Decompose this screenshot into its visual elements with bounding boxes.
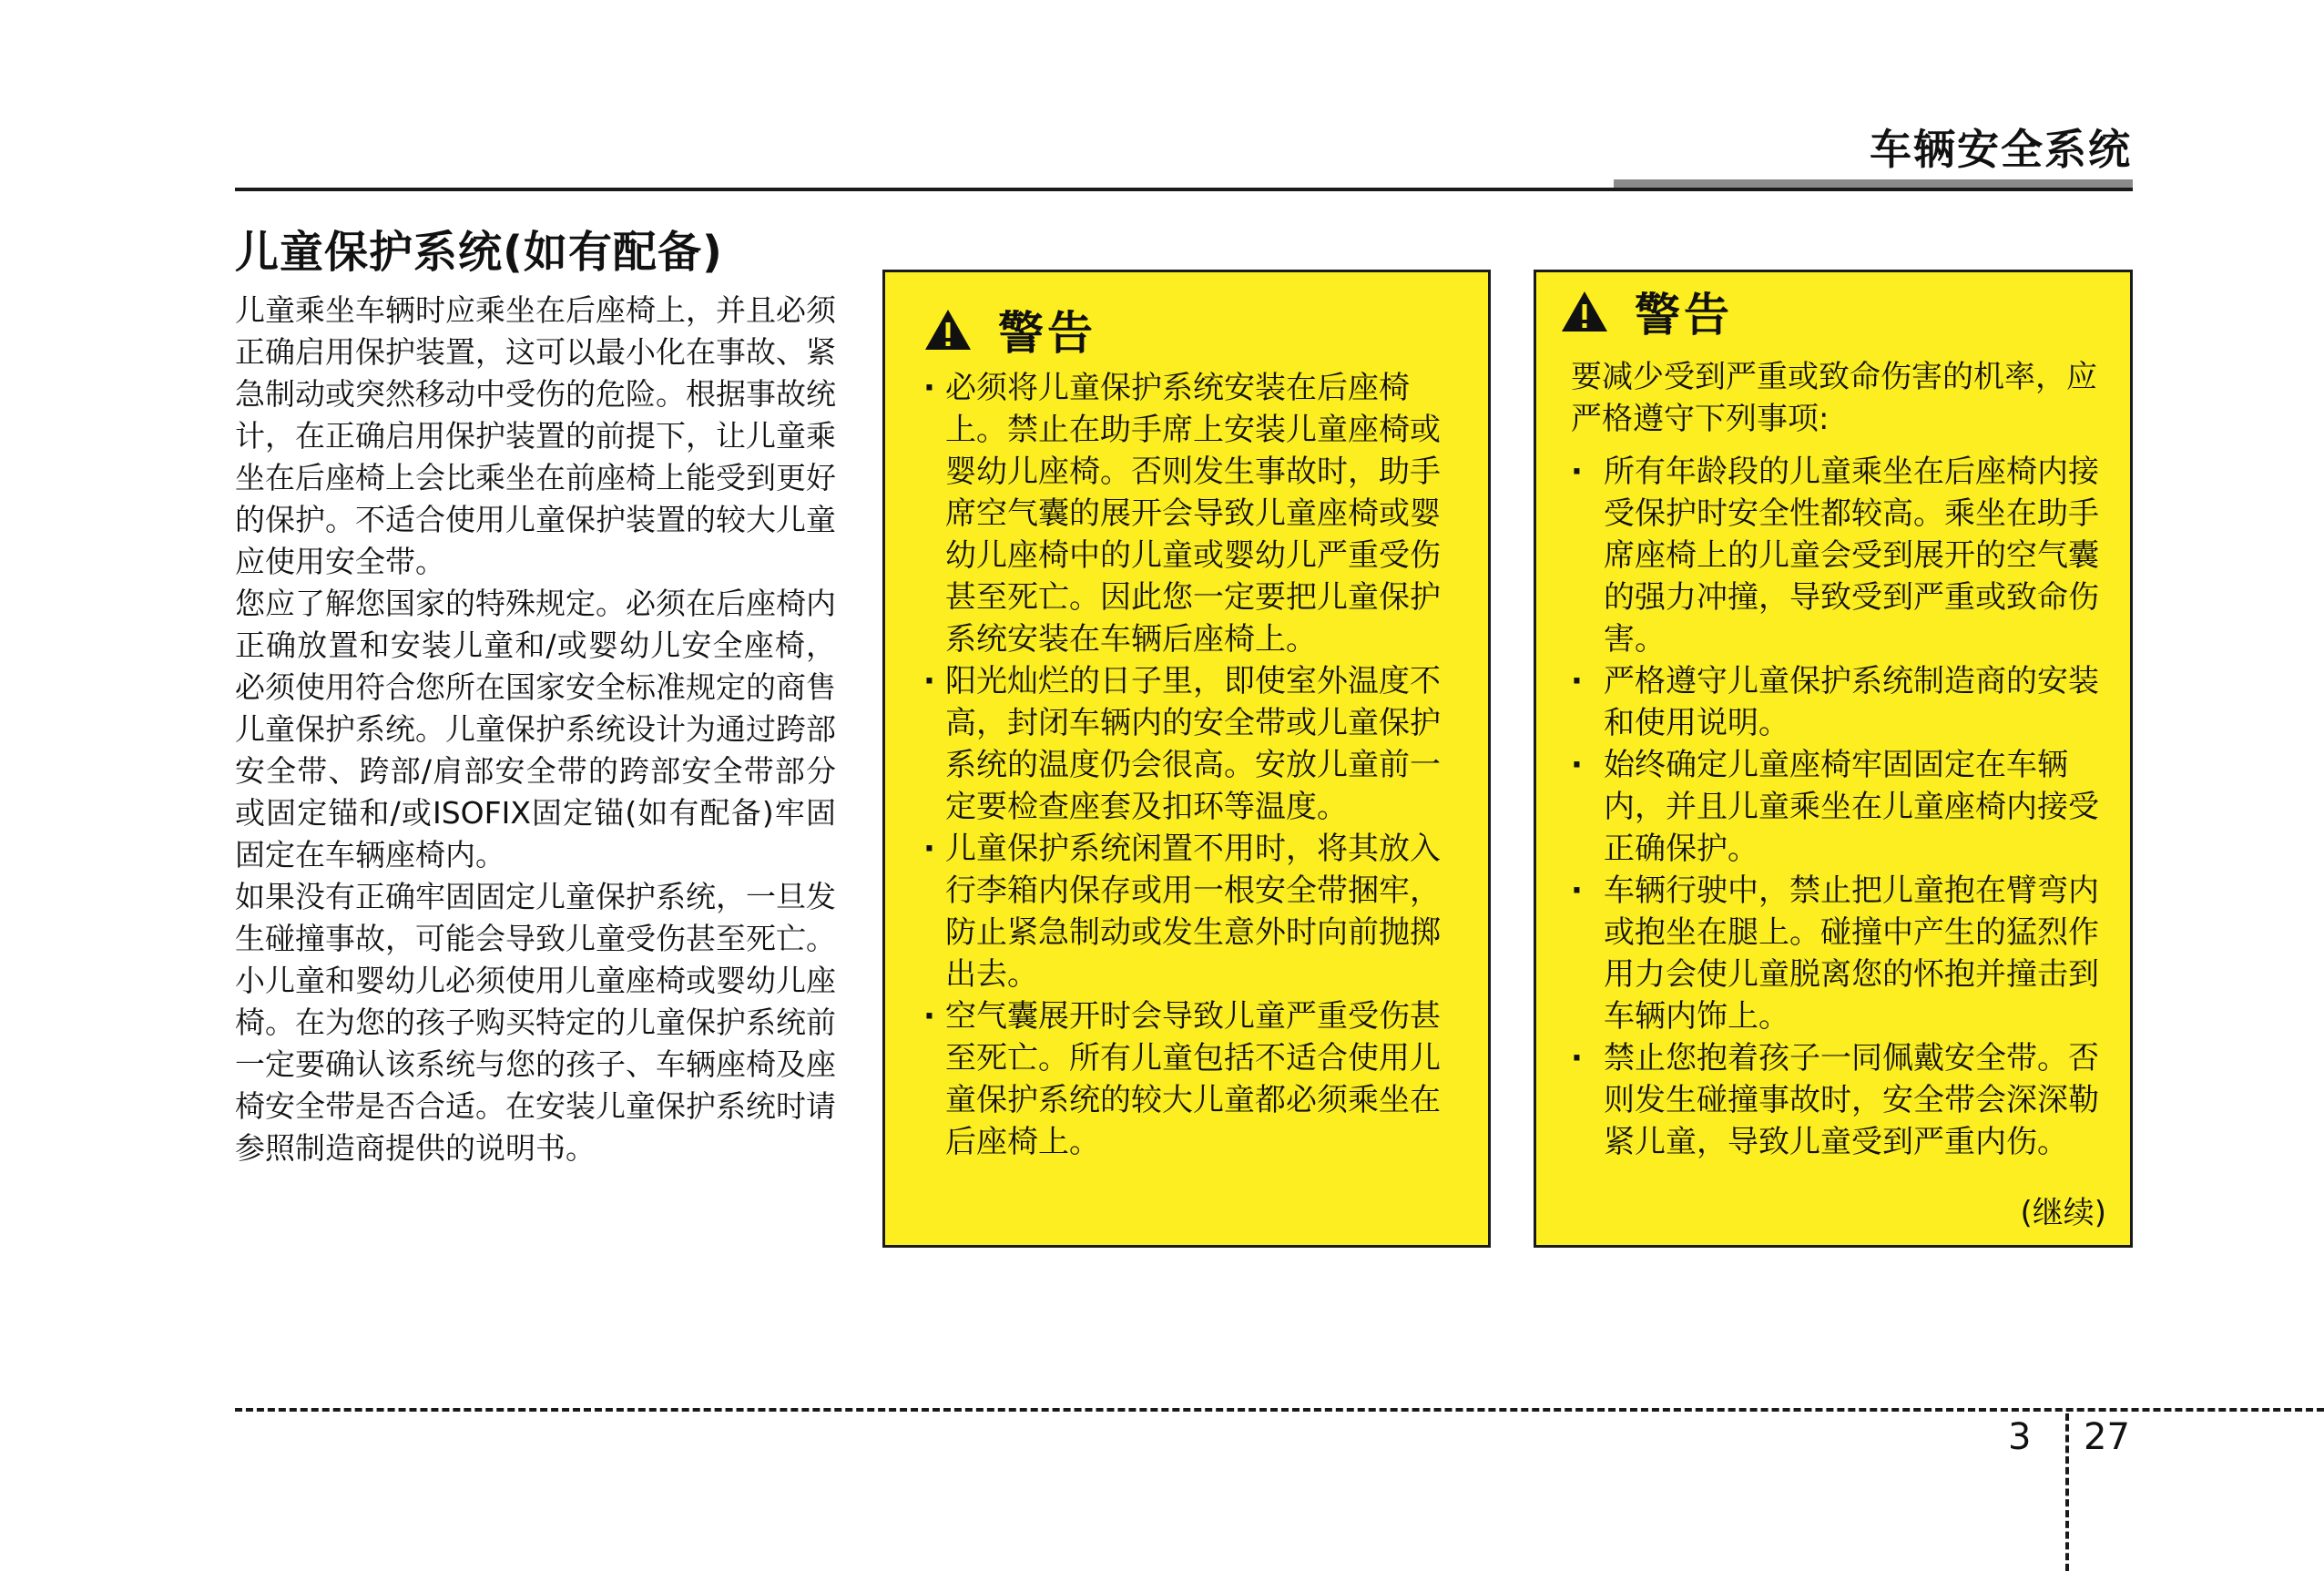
warning-text — [923, 367, 1464, 1163]
footer-rule — [235, 1408, 2324, 1412]
header-rule — [235, 188, 2133, 191]
list-item: · 禁止您抱着孩子一同佩戴安全带。否则发生碰撞事故时，安全带会深深勒紧儿童，导致儿童受到严重内伤。 — [1571, 1037, 2106, 1163]
warning-label: 警告 — [998, 307, 1096, 360]
warning-triangle-icon — [923, 308, 973, 352]
body-paragraph: 如果没有正确牢固固定儿童保护系统，一旦发生碰撞事故，可能会导致儿童受伤甚至死亡。小儿童和婴幼儿必须使用儿童座椅或婴幼儿座椅。在为您的孩子购买特定的儿童保护系统前一定要确认该系统与您的孩子、车辆座椅及座椅安全带是否合适。在安装儿童保护系统时请参照制造商提供的说明书。 — [235, 879, 836, 1166]
chapter-title: 车辆安全系统 — [1870, 125, 2132, 174]
section-title: 儿童保护系统(如有配备) — [235, 227, 723, 278]
chapter-number: 3 — [2008, 1416, 2032, 1458]
body-text — [235, 290, 836, 1169]
page-number: 27 — [2084, 1416, 2130, 1458]
list-item: · 始终确定儿童座椅牢固固定在车辆内，并且儿童乘坐在儿童座椅内接受正确保护。 — [1571, 744, 2106, 870]
warning-box-1 — [882, 270, 1491, 1248]
body-paragraph: 儿童乘坐车辆时应乘坐在后座椅上，并且必须正确启用保护装置，这可以最小化在事故、紧急制动或突然移动中受伤的危险。根据事故统计，在正确启用保护装置的前提下，让儿童乘坐在后座椅上会比乘坐在前座椅上能受到更好的保护。不适合使用儿童保护装置的较大儿童应使用安全带。 — [235, 292, 836, 579]
list-item: · 儿童保护系统闲置不用时，将其放入行李箱内保存或用一根安全带捆牢，防止紧急制动或发生意外时向前抛掷出去。 — [923, 828, 1464, 995]
list-item: · 阳光灿烂的日子里，即使室外温度不高，封闭车辆内的安全带或儿童保护系统的温度仍会很高。安放儿童前一定要检查座套及扣环等温度。 — [923, 660, 1464, 828]
body-paragraph: 您应了解您国家的特殊规定。必须在后座椅内正确放置和安装儿童和/或婴幼儿安全座椅，必须使用符合您所在国家安全标准规定的商售儿童保护系统。儿童保护系统设计为通过跨部安全带、跨部/肩部安全带的跨部安全带部分或固定锚和/或ISOFIX固定锚(如有配备)牢固固定在车辆座椅内。 — [235, 586, 836, 872]
footer-divider — [2065, 1413, 2069, 1571]
warning-triangle-icon — [1560, 290, 1609, 333]
warning-box-2 — [1534, 270, 2133, 1248]
list-item: · 所有年龄段的儿童乘坐在后座椅内接受保护时安全性都较高。乘坐在助手席座椅上的儿童会受到展开的空气囊的强力冲撞，导致受到严重或致命伤害。 — [1571, 451, 2106, 660]
list-item: · 车辆行驶中，禁止把儿童抱在臂弯内或抱坐在腿上。碰撞中产生的猛烈作用力会使儿童脱离您的怀抱并撞击到车辆内饰上。 — [1571, 870, 2106, 1037]
warning-header — [1560, 287, 2106, 342]
warning-list — [1560, 451, 2106, 1163]
warning-label: 警告 — [1635, 289, 1733, 342]
continued-label: (继续) — [2020, 1195, 2106, 1231]
warning-header — [923, 305, 1464, 360]
warning-list — [923, 367, 1464, 1163]
warning-text — [1560, 356, 2106, 1163]
list-item: · 空气囊展开时会导致儿童严重受伤甚至死亡。所有儿童包括不适合使用儿童保护系统的较大儿童都必须乘坐在后座椅上。 — [923, 995, 1464, 1163]
list-item: · 必须将儿童保护系统安装在后座椅上。禁止在助手席上安装儿童座椅或婴幼儿座椅。否则发生事故时，助手席空气囊的展开会导致儿童座椅或婴幼儿座椅中的儿童或婴幼儿严重受伤甚至死亡。因此您一定要把儿童保护系统安装在车辆后座椅上。 — [923, 367, 1464, 660]
warning-intro: 要减少受到严重或致命伤害的机率，应严格遵守下列事项: — [1571, 359, 2097, 437]
list-item: · 严格遵守儿童保护系统制造商的安装和使用说明。 — [1571, 660, 2106, 744]
